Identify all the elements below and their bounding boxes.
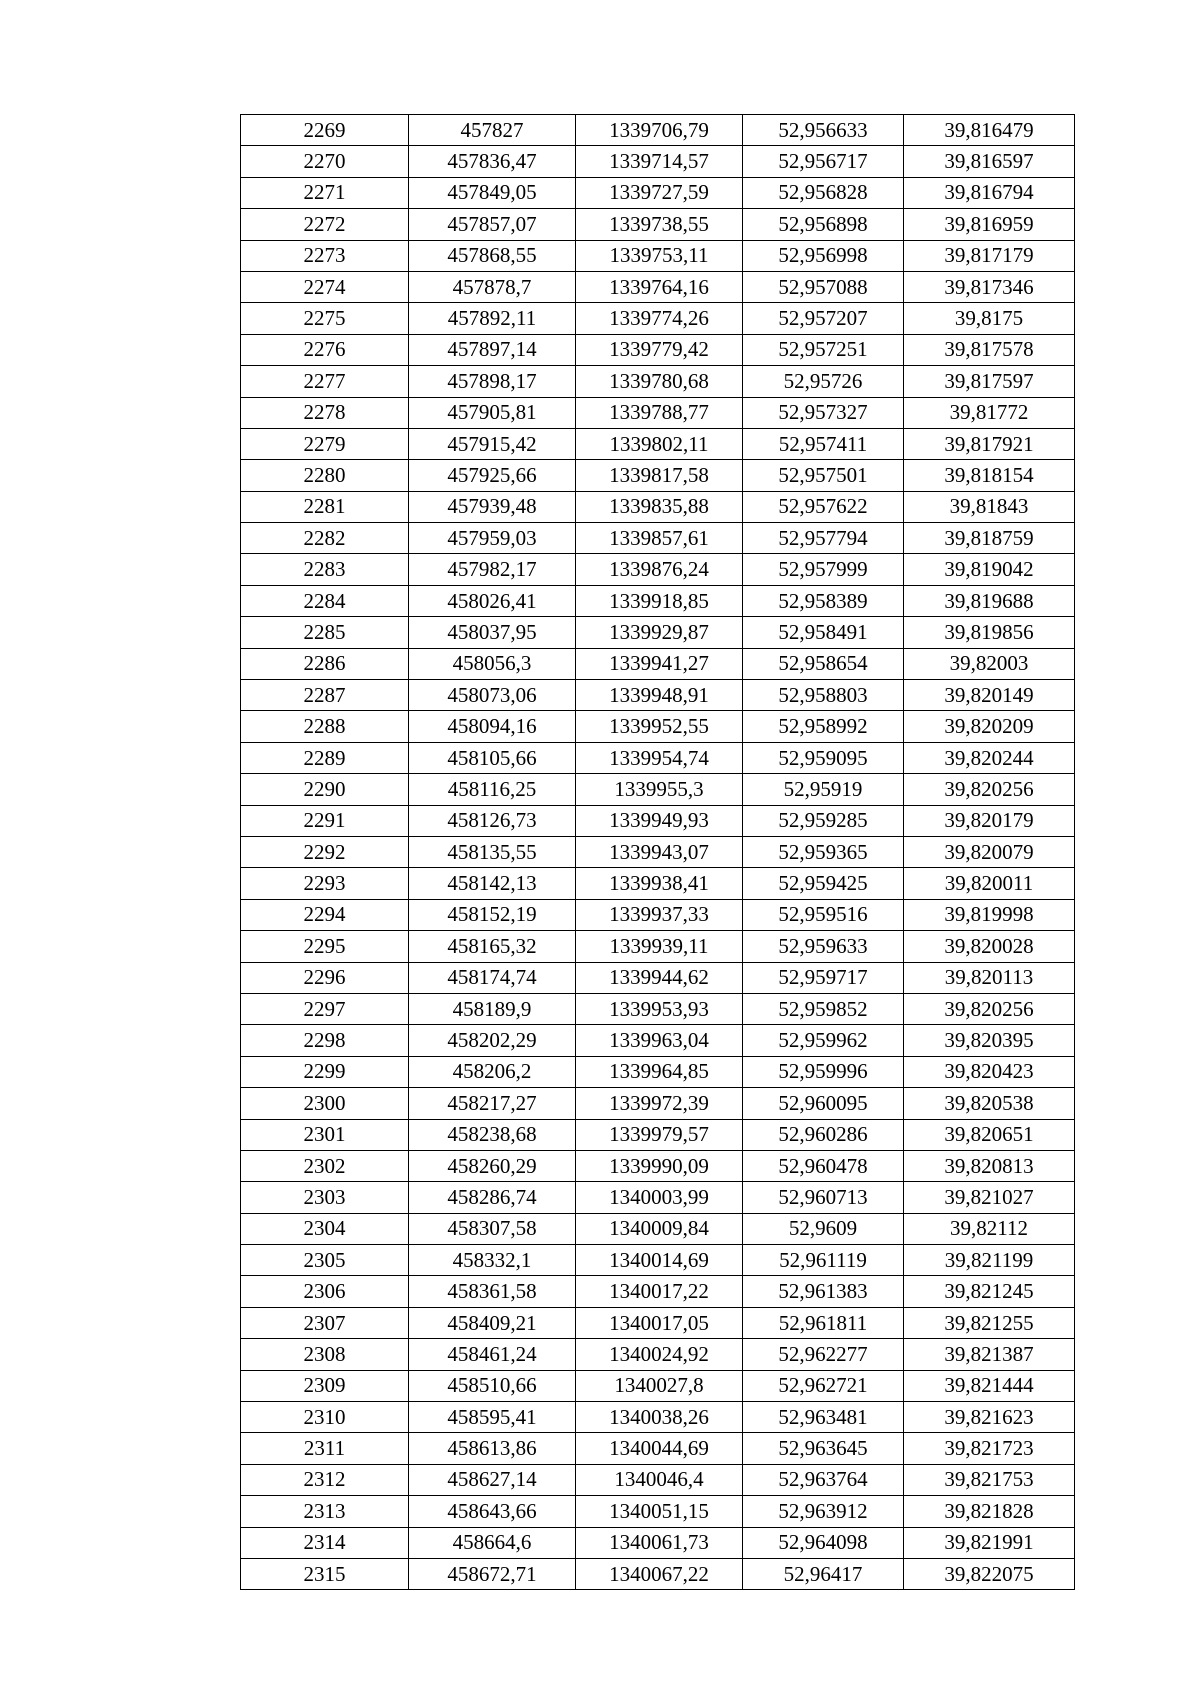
longitude-cell: 39,821027: [904, 1182, 1075, 1213]
x-coordinate-cell: 457836,47: [409, 146, 576, 177]
point-number-cell: 2284: [241, 585, 409, 616]
table-row: [241, 648, 1075, 679]
x-coordinate-cell: 458116,25: [409, 774, 576, 805]
longitude-cell: 39,821444: [904, 1370, 1075, 1401]
table-row: [241, 1150, 1075, 1181]
point-number-cell: 2312: [241, 1464, 409, 1495]
y-coordinate-cell: 1339857,61: [576, 523, 743, 554]
longitude-cell: 39,821387: [904, 1339, 1075, 1370]
y-coordinate-cell: 1340046,4: [576, 1464, 743, 1495]
latitude-cell: 52,957251: [743, 334, 904, 365]
y-coordinate-cell: 1339944,62: [576, 962, 743, 993]
longitude-cell: 39,821255: [904, 1307, 1075, 1338]
table-row: [241, 1464, 1075, 1495]
latitude-cell: 52,961811: [743, 1307, 904, 1338]
latitude-cell: 52,958389: [743, 585, 904, 616]
x-coordinate-cell: 457959,03: [409, 523, 576, 554]
longitude-cell: 39,820028: [904, 931, 1075, 962]
table-row: [241, 1339, 1075, 1370]
x-coordinate-cell: 458510,66: [409, 1370, 576, 1401]
longitude-cell: 39,822075: [904, 1558, 1075, 1589]
y-coordinate-cell: 1340061,73: [576, 1527, 743, 1558]
latitude-cell: 52,96417: [743, 1558, 904, 1589]
table-row: [241, 711, 1075, 742]
point-number-cell: 2279: [241, 428, 409, 459]
point-number-cell: 2300: [241, 1088, 409, 1119]
point-number-cell: 2306: [241, 1276, 409, 1307]
point-number-cell: 2271: [241, 177, 409, 208]
x-coordinate-cell: 458174,74: [409, 962, 576, 993]
point-number-cell: 2289: [241, 742, 409, 773]
point-number-cell: 2305: [241, 1245, 409, 1276]
point-number-cell: 2270: [241, 146, 409, 177]
latitude-cell: 52,957622: [743, 491, 904, 522]
x-coordinate-cell: 458105,66: [409, 742, 576, 773]
point-number-cell: 2276: [241, 334, 409, 365]
x-coordinate-cell: 458286,74: [409, 1182, 576, 1213]
longitude-cell: 39,820423: [904, 1056, 1075, 1087]
y-coordinate-cell: 1340067,22: [576, 1558, 743, 1589]
point-number-cell: 2273: [241, 240, 409, 271]
table-row: [241, 1276, 1075, 1307]
table-row: [241, 146, 1075, 177]
table-row: [241, 334, 1075, 365]
point-number-cell: 2275: [241, 303, 409, 334]
latitude-cell: 52,956998: [743, 240, 904, 271]
longitude-cell: 39,820395: [904, 1025, 1075, 1056]
point-number-cell: 2315: [241, 1558, 409, 1589]
x-coordinate-cell: 458165,32: [409, 931, 576, 962]
x-coordinate-cell: 458189,9: [409, 993, 576, 1024]
table-row: [241, 177, 1075, 208]
y-coordinate-cell: 1339918,85: [576, 585, 743, 616]
y-coordinate-cell: 1340003,99: [576, 1182, 743, 1213]
latitude-cell: 52,960095: [743, 1088, 904, 1119]
x-coordinate-cell: 457849,05: [409, 177, 576, 208]
table-row: [241, 962, 1075, 993]
y-coordinate-cell: 1339779,42: [576, 334, 743, 365]
table-row: [241, 115, 1075, 146]
latitude-cell: 52,963645: [743, 1433, 904, 1464]
latitude-cell: 52,9609: [743, 1213, 904, 1244]
longitude-cell: 39,82003: [904, 648, 1075, 679]
latitude-cell: 52,959516: [743, 899, 904, 930]
longitude-cell: 39,818759: [904, 523, 1075, 554]
y-coordinate-cell: 1340044,69: [576, 1433, 743, 1464]
y-coordinate-cell: 1339943,07: [576, 836, 743, 867]
latitude-cell: 52,963912: [743, 1496, 904, 1527]
x-coordinate-cell: 458073,06: [409, 680, 576, 711]
longitude-cell: 39,820256: [904, 993, 1075, 1024]
x-coordinate-cell: 458307,58: [409, 1213, 576, 1244]
latitude-cell: 52,958803: [743, 680, 904, 711]
x-coordinate-cell: 458461,24: [409, 1339, 576, 1370]
point-number-cell: 2310: [241, 1402, 409, 1433]
latitude-cell: 52,960713: [743, 1182, 904, 1213]
y-coordinate-cell: 1339714,57: [576, 146, 743, 177]
table-row: [241, 899, 1075, 930]
point-number-cell: 2296: [241, 962, 409, 993]
point-number-cell: 2291: [241, 805, 409, 836]
point-number-cell: 2285: [241, 617, 409, 648]
table-row: [241, 774, 1075, 805]
table-row: [241, 1119, 1075, 1150]
y-coordinate-cell: 1339941,27: [576, 648, 743, 679]
latitude-cell: 52,960478: [743, 1150, 904, 1181]
point-number-cell: 2287: [241, 680, 409, 711]
point-number-cell: 2292: [241, 836, 409, 867]
longitude-cell: 39,820813: [904, 1150, 1075, 1181]
point-number-cell: 2281: [241, 491, 409, 522]
y-coordinate-cell: 1339953,93: [576, 993, 743, 1024]
table-row: [241, 993, 1075, 1024]
latitude-cell: 52,95919: [743, 774, 904, 805]
table-row: [241, 209, 1075, 240]
x-coordinate-cell: 457892,11: [409, 303, 576, 334]
point-number-cell: 2272: [241, 209, 409, 240]
y-coordinate-cell: 1339979,57: [576, 1119, 743, 1150]
latitude-cell: 52,959996: [743, 1056, 904, 1087]
longitude-cell: 39,817578: [904, 334, 1075, 365]
latitude-cell: 52,959717: [743, 962, 904, 993]
longitude-cell: 39,820113: [904, 962, 1075, 993]
latitude-cell: 52,956717: [743, 146, 904, 177]
latitude-cell: 52,958992: [743, 711, 904, 742]
y-coordinate-cell: 1339764,16: [576, 271, 743, 302]
table-row: [241, 1558, 1075, 1589]
longitude-cell: 39,821723: [904, 1433, 1075, 1464]
x-coordinate-cell: 458664,6: [409, 1527, 576, 1558]
point-number-cell: 2283: [241, 554, 409, 585]
table-row: [241, 1527, 1075, 1558]
point-number-cell: 2269: [241, 115, 409, 146]
longitude-cell: 39,820011: [904, 868, 1075, 899]
table-row: [241, 742, 1075, 773]
longitude-cell: 39,821623: [904, 1402, 1075, 1433]
y-coordinate-cell: 1339938,41: [576, 868, 743, 899]
longitude-cell: 39,81843: [904, 491, 1075, 522]
x-coordinate-cell: 457925,66: [409, 460, 576, 491]
y-coordinate-cell: 1339727,59: [576, 177, 743, 208]
x-coordinate-cell: 458672,71: [409, 1558, 576, 1589]
longitude-cell: 39,817921: [904, 428, 1075, 459]
x-coordinate-cell: 457868,55: [409, 240, 576, 271]
point-number-cell: 2274: [241, 271, 409, 302]
x-coordinate-cell: 458142,13: [409, 868, 576, 899]
y-coordinate-cell: 1339929,87: [576, 617, 743, 648]
y-coordinate-cell: 1339817,58: [576, 460, 743, 491]
y-coordinate-cell: 1339774,26: [576, 303, 743, 334]
table-row: [241, 460, 1075, 491]
longitude-cell: 39,820244: [904, 742, 1075, 773]
table-row: [241, 303, 1075, 334]
latitude-cell: 52,964098: [743, 1527, 904, 1558]
y-coordinate-cell: 1339954,74: [576, 742, 743, 773]
y-coordinate-cell: 1339949,93: [576, 805, 743, 836]
latitude-cell: 52,956828: [743, 177, 904, 208]
latitude-cell: 52,957207: [743, 303, 904, 334]
latitude-cell: 52,957794: [743, 523, 904, 554]
y-coordinate-cell: 1340017,22: [576, 1276, 743, 1307]
latitude-cell: 52,957327: [743, 397, 904, 428]
table-row: [241, 366, 1075, 397]
longitude-cell: 39,817179: [904, 240, 1075, 271]
table-row: [241, 554, 1075, 585]
y-coordinate-cell: 1339788,77: [576, 397, 743, 428]
longitude-cell: 39,816479: [904, 115, 1075, 146]
latitude-cell: 52,962721: [743, 1370, 904, 1401]
longitude-cell: 39,820651: [904, 1119, 1075, 1150]
x-coordinate-cell: 458260,29: [409, 1150, 576, 1181]
table-row: [241, 1025, 1075, 1056]
point-number-cell: 2313: [241, 1496, 409, 1527]
longitude-cell: 39,820079: [904, 836, 1075, 867]
y-coordinate-cell: 1340017,05: [576, 1307, 743, 1338]
table-row: [241, 585, 1075, 616]
latitude-cell: 52,95726: [743, 366, 904, 397]
point-number-cell: 2295: [241, 931, 409, 962]
longitude-cell: 39,820256: [904, 774, 1075, 805]
x-coordinate-cell: 458056,3: [409, 648, 576, 679]
y-coordinate-cell: 1340024,92: [576, 1339, 743, 1370]
y-coordinate-cell: 1339753,11: [576, 240, 743, 271]
table-row: [241, 240, 1075, 271]
longitude-cell: 39,820538: [904, 1088, 1075, 1119]
x-coordinate-cell: 458643,66: [409, 1496, 576, 1527]
y-coordinate-cell: 1340009,84: [576, 1213, 743, 1244]
table-row: [241, 1213, 1075, 1244]
x-coordinate-cell: 457982,17: [409, 554, 576, 585]
x-coordinate-cell: 458332,1: [409, 1245, 576, 1276]
table-row: [241, 1433, 1075, 1464]
point-number-cell: 2294: [241, 899, 409, 930]
x-coordinate-cell: 457905,81: [409, 397, 576, 428]
y-coordinate-cell: 1339948,91: [576, 680, 743, 711]
x-coordinate-cell: 457939,48: [409, 491, 576, 522]
table-row: [241, 1496, 1075, 1527]
coordinates-table: [240, 114, 1075, 1590]
latitude-cell: 52,959425: [743, 868, 904, 899]
table-row: [241, 1056, 1075, 1087]
x-coordinate-cell: 458361,58: [409, 1276, 576, 1307]
table-row: [241, 617, 1075, 648]
longitude-cell: 39,817597: [904, 366, 1075, 397]
latitude-cell: 52,958654: [743, 648, 904, 679]
x-coordinate-cell: 458152,19: [409, 899, 576, 930]
latitude-cell: 52,959852: [743, 993, 904, 1024]
point-number-cell: 2309: [241, 1370, 409, 1401]
table-row: [241, 1370, 1075, 1401]
x-coordinate-cell: 458217,27: [409, 1088, 576, 1119]
table-row: [241, 428, 1075, 459]
table-row: [241, 1088, 1075, 1119]
y-coordinate-cell: 1339738,55: [576, 209, 743, 240]
longitude-cell: 39,817346: [904, 271, 1075, 302]
y-coordinate-cell: 1339802,11: [576, 428, 743, 459]
y-coordinate-cell: 1340014,69: [576, 1245, 743, 1276]
x-coordinate-cell: 458126,73: [409, 805, 576, 836]
longitude-cell: 39,821828: [904, 1496, 1075, 1527]
longitude-cell: 39,819998: [904, 899, 1075, 930]
x-coordinate-cell: 457898,17: [409, 366, 576, 397]
x-coordinate-cell: 458595,41: [409, 1402, 576, 1433]
x-coordinate-cell: 458094,16: [409, 711, 576, 742]
point-number-cell: 2301: [241, 1119, 409, 1150]
latitude-cell: 52,959633: [743, 931, 904, 962]
longitude-cell: 39,820209: [904, 711, 1075, 742]
longitude-cell: 39,816794: [904, 177, 1075, 208]
y-coordinate-cell: 1339706,79: [576, 115, 743, 146]
y-coordinate-cell: 1340027,8: [576, 1370, 743, 1401]
x-coordinate-cell: 457897,14: [409, 334, 576, 365]
y-coordinate-cell: 1340038,26: [576, 1402, 743, 1433]
y-coordinate-cell: 1339952,55: [576, 711, 743, 742]
y-coordinate-cell: 1339876,24: [576, 554, 743, 585]
latitude-cell: 52,957088: [743, 271, 904, 302]
y-coordinate-cell: 1339990,09: [576, 1150, 743, 1181]
latitude-cell: 52,957501: [743, 460, 904, 491]
x-coordinate-cell: 458026,41: [409, 585, 576, 616]
x-coordinate-cell: 458202,29: [409, 1025, 576, 1056]
longitude-cell: 39,81772: [904, 397, 1075, 428]
point-number-cell: 2298: [241, 1025, 409, 1056]
point-number-cell: 2280: [241, 460, 409, 491]
point-number-cell: 2278: [241, 397, 409, 428]
table-row: [241, 1245, 1075, 1276]
longitude-cell: 39,820149: [904, 680, 1075, 711]
point-number-cell: 2311: [241, 1433, 409, 1464]
x-coordinate-cell: 458206,2: [409, 1056, 576, 1087]
longitude-cell: 39,816597: [904, 146, 1075, 177]
latitude-cell: 52,959285: [743, 805, 904, 836]
y-coordinate-cell: 1339835,88: [576, 491, 743, 522]
longitude-cell: 39,819688: [904, 585, 1075, 616]
latitude-cell: 52,958491: [743, 617, 904, 648]
point-number-cell: 2277: [241, 366, 409, 397]
longitude-cell: 39,819042: [904, 554, 1075, 585]
longitude-cell: 39,820179: [904, 805, 1075, 836]
y-coordinate-cell: 1339963,04: [576, 1025, 743, 1056]
x-coordinate-cell: 458135,55: [409, 836, 576, 867]
point-number-cell: 2288: [241, 711, 409, 742]
table-row: [241, 1182, 1075, 1213]
latitude-cell: 52,963481: [743, 1402, 904, 1433]
y-coordinate-cell: 1339972,39: [576, 1088, 743, 1119]
table-row: [241, 868, 1075, 899]
x-coordinate-cell: 458613,86: [409, 1433, 576, 1464]
latitude-cell: 52,957999: [743, 554, 904, 585]
y-coordinate-cell: 1339964,85: [576, 1056, 743, 1087]
y-coordinate-cell: 1339939,11: [576, 931, 743, 962]
point-number-cell: 2307: [241, 1307, 409, 1338]
latitude-cell: 52,961119: [743, 1245, 904, 1276]
x-coordinate-cell: 458409,21: [409, 1307, 576, 1338]
table-row: [241, 836, 1075, 867]
latitude-cell: 52,956633: [743, 115, 904, 146]
y-coordinate-cell: 1339780,68: [576, 366, 743, 397]
point-number-cell: 2314: [241, 1527, 409, 1558]
point-number-cell: 2308: [241, 1339, 409, 1370]
longitude-cell: 39,821753: [904, 1464, 1075, 1495]
longitude-cell: 39,821991: [904, 1527, 1075, 1558]
longitude-cell: 39,818154: [904, 460, 1075, 491]
latitude-cell: 52,959095: [743, 742, 904, 773]
point-number-cell: 2304: [241, 1213, 409, 1244]
table-row: [241, 397, 1075, 428]
x-coordinate-cell: 458037,95: [409, 617, 576, 648]
point-number-cell: 2293: [241, 868, 409, 899]
longitude-cell: 39,821199: [904, 1245, 1075, 1276]
longitude-cell: 39,821245: [904, 1276, 1075, 1307]
latitude-cell: 52,961383: [743, 1276, 904, 1307]
longitude-cell: 39,819856: [904, 617, 1075, 648]
point-number-cell: 2297: [241, 993, 409, 1024]
latitude-cell: 52,959365: [743, 836, 904, 867]
latitude-cell: 52,957411: [743, 428, 904, 459]
x-coordinate-cell: 457915,42: [409, 428, 576, 459]
point-number-cell: 2290: [241, 774, 409, 805]
point-number-cell: 2303: [241, 1182, 409, 1213]
point-number-cell: 2286: [241, 648, 409, 679]
latitude-cell: 52,959962: [743, 1025, 904, 1056]
latitude-cell: 52,962277: [743, 1339, 904, 1370]
x-coordinate-cell: 457827: [409, 115, 576, 146]
coordinates-table-body: [241, 115, 1075, 1590]
latitude-cell: 52,963764: [743, 1464, 904, 1495]
latitude-cell: 52,960286: [743, 1119, 904, 1150]
table-row: [241, 931, 1075, 962]
latitude-cell: 52,956898: [743, 209, 904, 240]
table-row: [241, 805, 1075, 836]
y-coordinate-cell: 1339955,3: [576, 774, 743, 805]
longitude-cell: 39,82112: [904, 1213, 1075, 1244]
y-coordinate-cell: 1339937,33: [576, 899, 743, 930]
y-coordinate-cell: 1340051,15: [576, 1496, 743, 1527]
table-row: [241, 1402, 1075, 1433]
x-coordinate-cell: 457878,7: [409, 271, 576, 302]
x-coordinate-cell: 458627,14: [409, 1464, 576, 1495]
point-number-cell: 2302: [241, 1150, 409, 1181]
x-coordinate-cell: 458238,68: [409, 1119, 576, 1150]
table-row: [241, 523, 1075, 554]
point-number-cell: 2282: [241, 523, 409, 554]
table-row: [241, 680, 1075, 711]
point-number-cell: 2299: [241, 1056, 409, 1087]
table-row: [241, 491, 1075, 522]
longitude-cell: 39,8175: [904, 303, 1075, 334]
x-coordinate-cell: 457857,07: [409, 209, 576, 240]
table-row: [241, 271, 1075, 302]
longitude-cell: 39,816959: [904, 209, 1075, 240]
table-row: [241, 1307, 1075, 1338]
